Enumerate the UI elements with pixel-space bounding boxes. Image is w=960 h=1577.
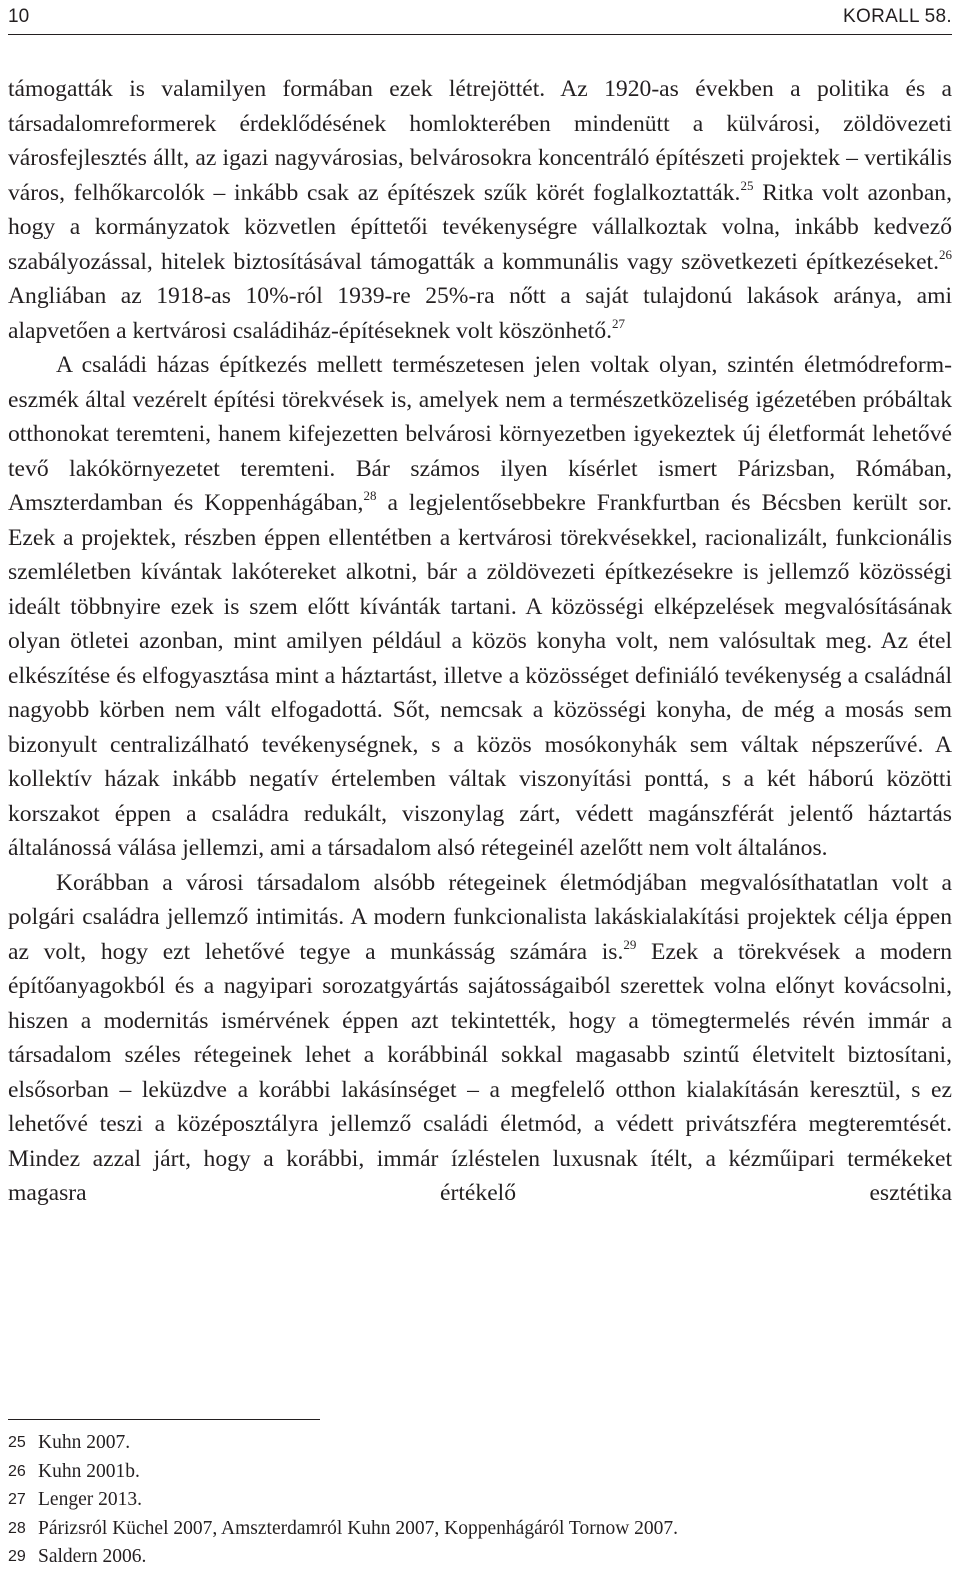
footnote-ref-28: 28	[363, 488, 377, 503]
paragraph-1	[8, 72, 952, 348]
footnote-number: 25	[8, 1434, 26, 1451]
paragraph-2	[8, 348, 952, 866]
footnote-ref-25: 25	[740, 177, 754, 193]
paragraph-text: a legjelentősebbekre Frankfurtban és Bécsben került sor. Ezek a projektek, részben éppen ellentétben a kertvárosi törekvésekkel, racionalizált, funkcionális szemléletben kívántak lakótereket alkotni, bár a zöldövezeti építkezésekre is jellemző közösségi ideált többnyire ezek is szem előtt kívánták tartani. A közösségi elképzelések megvalósításának olyan ötletei azonban, mint amilyen például a közös konyha volt, nem valósultak meg. Az étel elkészítése és elfogyasztása mint a háztartást, illetve a közösséget definiáló tevékenység a családnál nagyobb körben nem vált elfogadottá. Sőt, nemcsak a közösségi konyha, de még a mosás sem bizonyult centralizálható tevékenységnek, s a közös mosókonyhák sem váltak népszerűvé. A kollektív házak inkább negatív értelemben váltak viszonyítási ponttá, s a két háború közötti korszakot éppen a családra redukált, viszonylag zárt, védett magánszférát jelentő háztartás általánossá válása jellemzi, ami a társadalom alsó rétegeinél azelőtt nem volt általános.	[8, 490, 952, 861]
paragraph-3	[8, 866, 952, 1211]
paragraph-text: támogatták is valamilyen formában ezek létrejöttét. Az 1920-as években a politika és a társadalomreformerek érdeklődésének homlokterében mindenütt a külvárosi, zöldövezeti városfejlesztés állt, az igazi nagyvárosias, belvárosokra koncentráló építészeti projektek – vertikális város, felhőkarcolók – inkább csak az építészek szűk körét foglalkoztatták.	[8, 76, 952, 206]
footnote-text: Saldern 2006.	[38, 1546, 147, 1567]
page-header	[8, 0, 952, 35]
footnotes	[8, 1429, 952, 1572]
footnote-text: Kuhn 2001b.	[38, 1460, 140, 1482]
paragraph-text: Korábban a városi társadalom alsóbb rétegeinek életmódjában megvalósíthatatlan volt a polgári családra jellemző intimitás. A modern funkcionalista lakáskialakítási projektek célja éppen az volt, hogy ezt lehetővé tegye a munkásság számára is.	[8, 869, 952, 965]
footnote-number: 26	[8, 1462, 26, 1480]
footnote-text: Kuhn 2007.	[38, 1432, 131, 1453]
footnote-26	[8, 1458, 952, 1487]
footnote-number: 29	[8, 1548, 26, 1565]
footnote-number: 27	[8, 1491, 26, 1508]
footnote-28	[8, 1515, 952, 1544]
journal-title: KORALL 58.	[843, 6, 952, 27]
footnote-number: 28	[8, 1519, 26, 1537]
footnote-separator	[8, 1419, 320, 1420]
footnote-text: Párizsról Küchel 2007, Amszterdamról Kuhn 2007, Koppenhágáról Tornow 2007.	[38, 1517, 679, 1539]
footnote-text: Lenger 2013.	[38, 1489, 142, 1510]
footnote-ref-27: 27	[612, 315, 626, 331]
paragraph-text: Angliában az 1918-as 10%-ról 1939-re 25%-ra nőtt a saját tulajdonú lakások aránya, ami alapvetően a kertvárosi családiház-építéseknek volt köszönhető.	[8, 283, 952, 344]
page-number: 10	[8, 6, 30, 27]
footnote-29	[8, 1543, 952, 1572]
footnote-25	[8, 1429, 952, 1458]
footnote-ref-29: 29	[623, 936, 637, 952]
paragraph-text: Ritka volt azonban, hogy a kormányzatok közvetlen építtetői tevékenységre vállalkoztak volna, inkább kedvező szabályozással, hitelek biztosításával támogatták a kommunális vagy szövetkezeti építkezéseket.	[8, 179, 952, 275]
footnote-27	[8, 1486, 952, 1515]
main-text	[8, 72, 952, 1211]
paragraph-text: Ezek a törekvések a modern építőanyagokból és a nagyipari sorozatgyártás sajátosságaiból szerettek volna előnyt kovácsolni, hiszen a modernitás ismérvének éppen azt tekintették, hogy a tömegtermelés révén immár a társadalom széles rétegeinek lehet a korábbinál sokkal magasabb szintű életvitelt biztosítani, elsősorban – leküzdve a korábbi lakásínséget – a megfelelő otthon kialakításán keresztül, s ez lehetővé teszi a középosztályra jellemző családi életmód, a védett privátszféra megteremtését. Mindez azzal járt, hogy a korábbi, immár ízléstelen luxusnak ítélt, a kézműipari termékeket magasra értékelő esztétika	[8, 938, 953, 1206]
footnote-ref-26: 26	[939, 246, 952, 262]
paragraph-text: A családi házas építkezés mellett természetesen jelen voltak olyan, szintén életmódreform-eszmék által vezérelt építési törekvések is, amelyek nem a természetközeliség igézetében próbáltak otthonokat teremteni, hanem kifejezetten belvárosi környezetben igyekeztek új életformát lehetővé tevő lakókörnyezetet teremteni. Bár számos ilyen kísérlet ismert Párizsban, Rómában, Amszterdamban és Koppenhágában,	[8, 352, 952, 516]
